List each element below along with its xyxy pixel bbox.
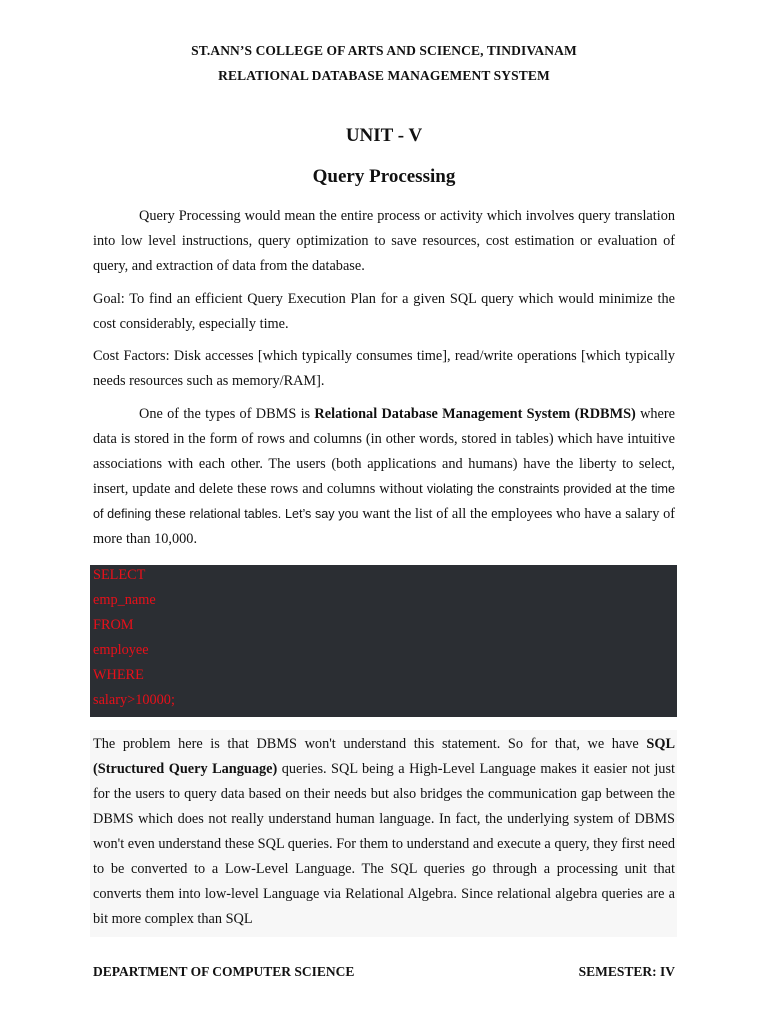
unit-title: UNIT - V — [345, 125, 423, 146]
paragraph-rdbms — [93, 402, 675, 552]
rdbms-text-sans: violating the constraints provided at the time of defining these relational tables. Let’s say you — [93, 482, 675, 521]
section-title: Query Processing — [312, 166, 456, 187]
code-line: WHERE — [93, 667, 144, 683]
code-line: FROM — [93, 617, 134, 633]
code-line: salary>10000; — [93, 692, 175, 708]
code-line: SELECT — [93, 567, 146, 583]
sql-code-block — [90, 565, 677, 717]
subject-header: RELATIONAL DATABASE MANAGEMENT SYSTEM — [218, 68, 550, 83]
rdbms-text-2: where data is stored in the form of rows and columns (in other words, stored in tables) which have intuitive associations with each other. The users (both applications and humans) have the liberty to select, insert, update and delete these rows and columns without — [93, 406, 676, 497]
paragraph-intro: Query Processing would mean the entire process or activity which involves query translation into low level instructions, query optimization to save resources, cost estimation or evaluation of query, and extraction of data from the database. — [93, 208, 675, 274]
code-line: employee — [93, 642, 149, 658]
college-header: ST.ANN’S COLLEGE OF ARTS AND SCIENCE, TINDIVANAM — [191, 43, 577, 58]
paragraph-cost-factors: Cost Factors: Disk accesses [which typically consumes time], read/write operations [which typically needs resources such as memory/RAM]. — [93, 348, 675, 389]
footer-semester: SEMESTER: IV — [578, 964, 675, 979]
paragraph-sql — [93, 732, 675, 932]
code-line: emp_name — [93, 592, 156, 608]
sql-text-1: The problem here is that DBMS won't understand this statement. So for that, we have — [93, 736, 647, 752]
rdbms-text-1: One of the types of DBMS is — [139, 406, 315, 422]
footer-department: DEPARTMENT OF COMPUTER SCIENCE — [93, 964, 355, 979]
sql-text-2: queries. SQL being a High-Level Language makes it easier not just for the users to query data based on their needs but also bridges the communication gap between the DBMS which does not really understand human language. In fact, the underlying system of DBMS won't even understand these SQL queries. For them to understand and execute a query, they first need to be converted to a Low-Level Language. The SQL queries go through a processing unit that converts them into low-level Language via Relational Algebra. Since relational algebra queries are a bit more complex than SQL — [93, 761, 675, 927]
rdbms-term: Relational Database Management System (RDBMS) — [314, 406, 636, 422]
sql-explanation-block — [90, 730, 677, 937]
paragraph-goal: Goal: To find an efficient Query Execution Plan for a given SQL query which would minimize the cost considerably, especially time. — [93, 291, 675, 332]
rdbms-text-3: want the list of all the employees who have a salary of more than 10,000. — [93, 506, 675, 547]
sql-term: SQL (Structured Query Language) — [93, 736, 675, 777]
